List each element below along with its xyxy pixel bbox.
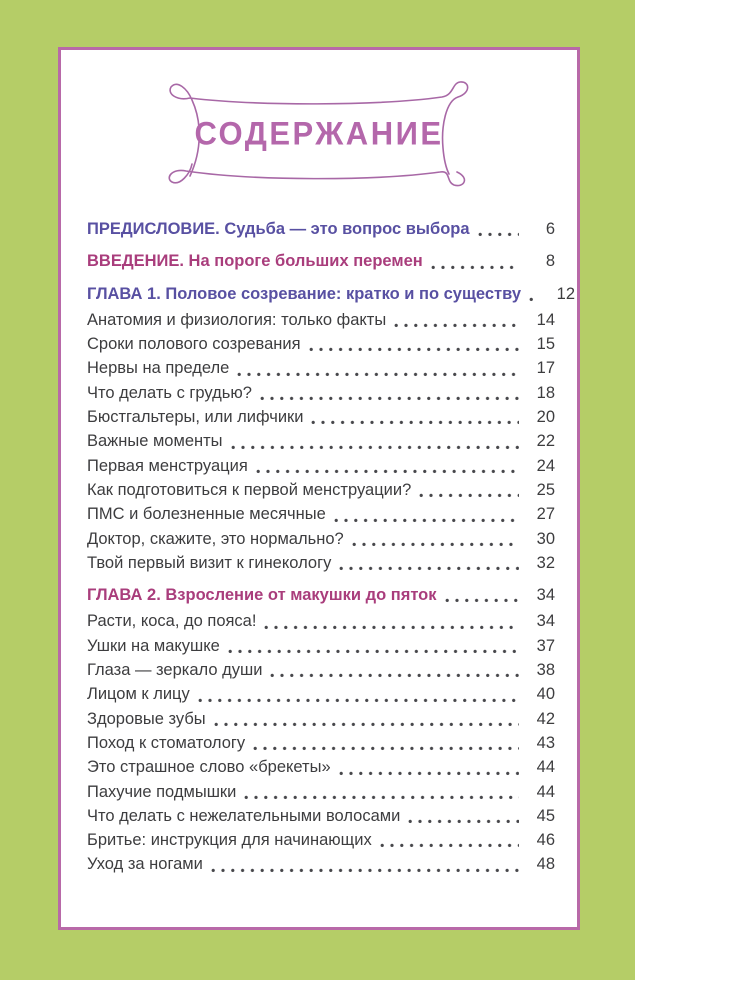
dot-leader xyxy=(529,297,539,302)
toc-entry-label: ПМС и болезненные месячные xyxy=(87,505,326,524)
dot-leader xyxy=(253,746,519,751)
toc-entry-page: 37 xyxy=(536,636,555,655)
dot-leader xyxy=(231,445,519,450)
toc-entry-page: 48 xyxy=(536,855,555,874)
toc-entry xyxy=(87,527,555,551)
dot-leader xyxy=(198,698,519,703)
toc-entry-page: 44 xyxy=(536,758,555,777)
dot-leader xyxy=(339,566,519,571)
toc-entry-page: 30 xyxy=(536,529,555,548)
toc-entry xyxy=(87,405,555,429)
toc-entry-page: 12 xyxy=(556,284,576,303)
toc-entry-page: 8 xyxy=(545,252,555,271)
dot-leader xyxy=(309,347,519,352)
toc-entry-page: 27 xyxy=(536,505,555,524)
dot-leader xyxy=(214,722,519,727)
toc-entry-label: Первая менструация xyxy=(87,456,248,475)
dot-leader xyxy=(352,542,519,547)
toc-entry xyxy=(87,282,576,306)
toc-entry-page: 44 xyxy=(536,782,555,801)
toc-entry-label: Что делать с грудью? xyxy=(87,383,252,402)
toc-entry-label: ВВЕДЕНИЕ. На пороге больших перемен xyxy=(87,252,423,271)
dot-leader xyxy=(237,372,519,377)
toc-entry-label: Лицом к лицу xyxy=(87,685,190,704)
page-title: СОДЕРЖАНИЕ xyxy=(194,115,444,152)
toc-entry xyxy=(87,217,555,241)
toc-entry-label: Бюстгальтеры, или лифчики xyxy=(87,408,304,427)
toc-entry-label: Глаза — зеркало души xyxy=(87,661,263,680)
toc-entry-page: 45 xyxy=(536,806,555,825)
toc-entry-label: Здоровые зубы xyxy=(87,709,206,728)
toc-list xyxy=(61,217,577,877)
toc-entry xyxy=(87,583,555,607)
toc-entry-label: Уход за ногами xyxy=(87,855,203,874)
dot-leader xyxy=(419,493,519,498)
toc-entry-label: ГЛАВА 2. Взросление от макушки до пяток xyxy=(87,586,437,605)
toc-entry xyxy=(87,551,555,575)
toc-entry-label: Это страшное слово «брекеты» xyxy=(87,758,331,777)
book-page xyxy=(58,47,580,930)
toc-entry xyxy=(87,308,555,332)
toc-entry xyxy=(87,454,555,478)
toc-entry-page: 17 xyxy=(536,359,555,378)
contents-banner xyxy=(164,78,474,190)
toc-entry-page: 22 xyxy=(536,432,555,451)
toc-entry xyxy=(87,356,555,380)
dot-leader xyxy=(256,469,519,474)
toc-entry-label: Расти, коса, до пояса! xyxy=(87,612,257,631)
toc-entry xyxy=(87,634,555,658)
dot-leader xyxy=(260,396,519,401)
toc-entry-label: Твой первый визит к гинекологу xyxy=(87,553,332,572)
toc-entry xyxy=(87,478,555,502)
toc-entry-page: 43 xyxy=(536,733,555,752)
toc-entry-page: 34 xyxy=(536,612,555,631)
toc-entry-label: Что делать с нежелательными волосами xyxy=(87,806,401,825)
dot-leader xyxy=(380,843,519,848)
toc-entry-page: 34 xyxy=(536,586,555,605)
toc-entry-label: Важные моменты xyxy=(87,432,223,451)
toc-entry xyxy=(87,682,555,706)
toc-entry-label: ГЛАВА 1. Половое созревание: кратко и по существу xyxy=(87,284,522,303)
toc-entry-page: 6 xyxy=(545,220,555,238)
toc-entry xyxy=(87,429,555,453)
dot-leader xyxy=(270,673,519,678)
toc-entry-page: 42 xyxy=(536,709,555,728)
toc-entry xyxy=(87,707,555,731)
toc-entry-label: Бритье: инструкция для начинающих xyxy=(87,831,372,850)
toc-entry-label: Как подготовиться к первой менструации? xyxy=(87,480,412,499)
dot-leader xyxy=(339,771,519,776)
toc-entry-page: 20 xyxy=(536,408,555,427)
toc-entry xyxy=(87,755,555,779)
toc-entry-label: Анатомия и физиология: только факты xyxy=(87,310,387,329)
toc-entry xyxy=(87,609,555,633)
toc-entry-page: 24 xyxy=(536,456,555,475)
dot-leader xyxy=(431,265,519,270)
toc-entry-page: 32 xyxy=(536,553,555,572)
toc-entry-page: 14 xyxy=(536,310,555,329)
dot-leader xyxy=(211,868,519,873)
toc-entry-page: 25 xyxy=(536,480,555,499)
dot-leader xyxy=(334,518,519,523)
toc-entry-label: Сроки полового созревания xyxy=(87,335,301,354)
toc-entry xyxy=(87,249,555,273)
toc-entry xyxy=(87,381,555,405)
toc-entry xyxy=(87,804,555,828)
toc-entry-page: 15 xyxy=(536,335,555,354)
dot-leader xyxy=(311,420,519,425)
toc-entry-label: Нервы на пределе xyxy=(87,359,230,378)
toc-entry-page: 46 xyxy=(536,831,555,850)
toc-entry-label: ПРЕДИСЛОВИЕ. Судьба — это вопрос выбора xyxy=(87,220,470,238)
toc-entry xyxy=(87,502,555,526)
toc-entry xyxy=(87,780,555,804)
toc-entry xyxy=(87,658,555,682)
toc-entry-label: Ушки на макушке xyxy=(87,636,220,655)
toc-entry xyxy=(87,332,555,356)
dot-leader xyxy=(394,323,519,328)
toc-entry-page: 18 xyxy=(536,383,555,402)
toc-entry-label: Пахучие подмышки xyxy=(87,782,237,801)
toc-entry xyxy=(87,828,555,852)
toc-entry-label: Поход к стоматологу xyxy=(87,733,246,752)
dot-leader xyxy=(244,795,519,800)
dot-leader xyxy=(228,649,519,654)
dot-leader xyxy=(445,598,519,603)
dot-leader xyxy=(478,232,519,237)
toc-entry xyxy=(87,731,555,755)
dot-leader xyxy=(408,819,519,824)
toc-entry-page: 38 xyxy=(536,661,555,680)
toc-entry-page: 40 xyxy=(536,685,555,704)
toc-entry xyxy=(87,852,555,876)
toc-entry-label: Доктор, скажите, это нормально? xyxy=(87,529,344,548)
dot-leader xyxy=(264,625,519,630)
